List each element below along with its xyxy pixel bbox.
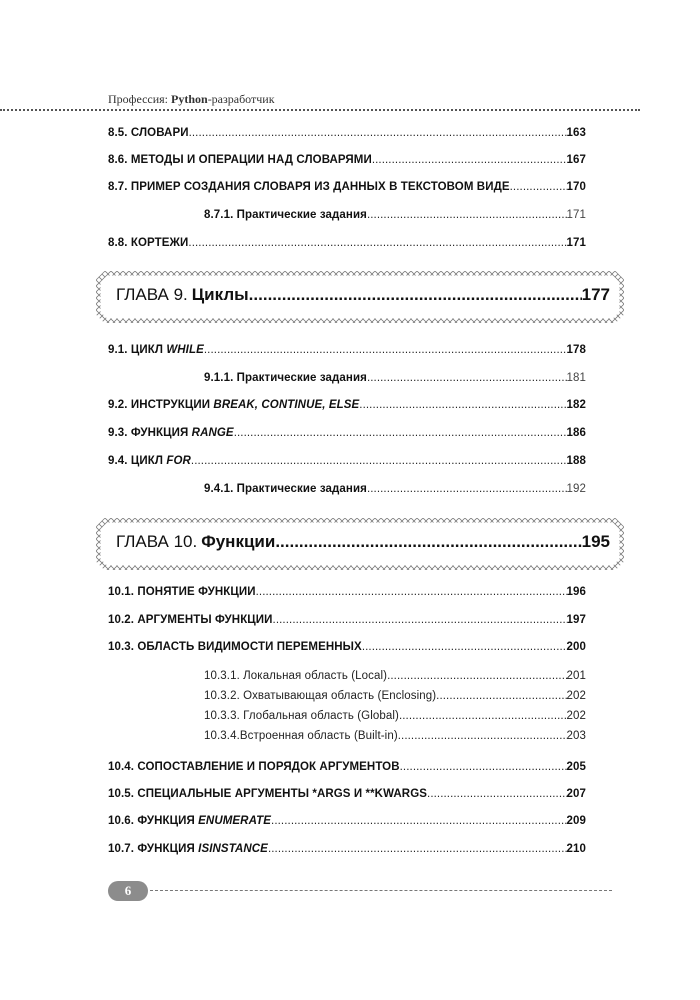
title-italic: RANGE xyxy=(191,427,234,439)
toc-entry-title: 10.3. ОБЛАСТЬ ВИДИМОСТИ ПЕРЕМЕННЫХ xyxy=(108,641,362,653)
toc-entry-title: 10.3.3. Глобальная область (Global) xyxy=(204,710,399,722)
toc-entry-title: 10.3.2. Охватывающая область (Enclosing) xyxy=(204,690,437,702)
leader-dots xyxy=(271,815,566,827)
toc-subentry[interactable] xyxy=(204,209,586,221)
toc-entry-page: 182 xyxy=(566,399,586,411)
leader-dots xyxy=(189,127,567,139)
leader-dots xyxy=(359,399,566,411)
toc-entry[interactable] xyxy=(108,127,586,139)
header-rule xyxy=(0,109,640,111)
toc-entry[interactable] xyxy=(108,344,586,356)
toc-entry-page: 203 xyxy=(566,730,586,742)
title-italic: WHILE xyxy=(166,344,204,356)
header-bold: Python xyxy=(171,92,208,106)
leader-dots xyxy=(427,788,566,800)
leader-dots xyxy=(387,670,566,682)
toc-entry[interactable] xyxy=(108,761,586,773)
toc-entry[interactable] xyxy=(108,154,586,166)
toc-entry-title: 10.5. СПЕЦИАЛЬНЫЕ АРГУМЕНТЫ *ARGS И **KWARGS xyxy=(108,788,428,800)
page-number-badge: 6 xyxy=(108,881,148,901)
running-header xyxy=(108,92,275,107)
toc-entry-title xyxy=(108,843,268,855)
title-italic: FOR xyxy=(166,455,191,467)
toc-entry[interactable] xyxy=(108,586,586,598)
chapter-name: Функции xyxy=(201,532,276,551)
chapter-name: Циклы xyxy=(191,285,249,304)
chapter-9-heading[interactable] xyxy=(96,271,624,323)
title-text: 9.2. ИНСТРУКЦИИ xyxy=(108,399,214,411)
toc-entry-page: 210 xyxy=(566,843,586,855)
toc-entry-page: 167 xyxy=(566,154,586,166)
toc-entry-title: 8.5. СЛОВАРИ xyxy=(108,127,189,139)
toc-entry-page: 201 xyxy=(566,670,586,682)
leader-dots xyxy=(367,483,567,495)
toc-entry[interactable] xyxy=(108,427,586,439)
toc-entry-title: 10.2. АРГУМЕНТЫ ФУНКЦИИ xyxy=(108,614,273,626)
leader-dots xyxy=(398,730,567,742)
header-prefix: Профессия: xyxy=(108,92,171,106)
chapter-page: 177 xyxy=(581,285,610,304)
toc-entry-title xyxy=(108,427,234,439)
chapter-label: ГЛАВА 10. xyxy=(116,532,198,551)
leader-dots xyxy=(275,532,581,552)
toc-entry[interactable] xyxy=(108,788,586,800)
toc-entry-title: 10.4. СОПОСТАВЛЕНИЕ И ПОРЯДОК АРГУМЕНТОВ xyxy=(108,761,400,773)
leader-dots xyxy=(436,690,566,702)
leader-dots xyxy=(367,209,567,221)
toc-subentry[interactable] xyxy=(204,483,586,495)
toc-entry-title xyxy=(108,399,359,411)
toc-entry-title: 8.7. ПРИМЕР СОЗДАНИЯ СЛОВАРЯ ИЗ ДАННЫХ В ТЕКСТОВОМ ВИДЕ xyxy=(108,181,510,193)
toc-entry[interactable] xyxy=(108,614,586,626)
toc-entry-page: 188 xyxy=(566,455,586,467)
toc-entry-page: 178 xyxy=(566,344,586,356)
title-text: 9.1. ЦИКЛ xyxy=(108,344,167,356)
title-text: 9.3. ФУНКЦИЯ xyxy=(108,427,192,439)
toc-entry-page: 202 xyxy=(566,710,586,722)
toc-entry-page: 200 xyxy=(566,641,586,653)
chapter-10-heading[interactable] xyxy=(96,518,624,570)
toc-entry-page: 171 xyxy=(566,237,586,249)
toc-subentry[interactable] xyxy=(204,690,586,702)
toc-entry-title: 10.3.1. Локальная область (Local) xyxy=(204,670,388,682)
toc-entry-page: 196 xyxy=(566,586,586,598)
toc-entry-page: 197 xyxy=(566,614,586,626)
toc-entry-title: 10.1. ПОНЯТИЕ ФУНКЦИИ xyxy=(108,586,256,598)
toc-entry-title: 8.8. КОРТЕЖИ xyxy=(108,237,189,249)
toc-entry-title xyxy=(108,344,204,356)
leader-dots xyxy=(399,710,567,722)
toc-entry-page: 207 xyxy=(566,788,586,800)
toc-entry-title: 10.3.4.Встроенная область (Built-in) xyxy=(204,730,398,742)
leader-dots xyxy=(191,455,567,467)
leader-dots xyxy=(372,154,567,166)
toc-entry[interactable] xyxy=(108,815,586,827)
title-italic: ENUMERATE xyxy=(198,815,272,827)
toc-entry-title: 8.7.1. Практические задания xyxy=(204,209,367,221)
title-text: 9.4. ЦИКЛ xyxy=(108,455,167,467)
leader-dots xyxy=(204,344,567,356)
leader-dots xyxy=(367,372,567,384)
toc-subentry[interactable] xyxy=(204,710,586,722)
footer-rule xyxy=(150,890,612,891)
toc-entry-title: 9.4.1. Практические задания xyxy=(204,483,367,495)
toc-entry[interactable] xyxy=(108,181,586,193)
leader-dots xyxy=(249,285,582,305)
toc-entry[interactable] xyxy=(108,641,586,653)
toc-entry-page: 209 xyxy=(566,815,586,827)
leader-dots xyxy=(273,614,567,626)
title-italic: BREAK, CONTINUE, ELSE xyxy=(213,399,360,411)
toc-entry[interactable] xyxy=(108,237,586,249)
chapter-label: ГЛАВА 9. xyxy=(116,285,188,304)
leader-dots xyxy=(510,181,567,193)
toc-subentry[interactable] xyxy=(204,730,586,742)
leader-dots xyxy=(400,761,567,773)
header-suffix: -разработчик xyxy=(207,92,275,106)
toc-entry-title: 8.6. МЕТОДЫ И ОПЕРАЦИИ НАД СЛОВАРЯМИ xyxy=(108,154,372,166)
leader-dots xyxy=(234,427,567,439)
toc-entry-page: 186 xyxy=(566,427,586,439)
leader-dots xyxy=(268,843,567,855)
leader-dots xyxy=(362,641,567,653)
toc-entry-page: 163 xyxy=(566,127,586,139)
toc-entry-page: 205 xyxy=(566,761,586,773)
toc-entry-title: 9.1.1. Практические задания xyxy=(204,372,367,384)
title-text: 10.6. ФУНКЦИЯ xyxy=(108,815,199,827)
toc-entry-page: 170 xyxy=(566,181,586,193)
leader-dots xyxy=(256,586,567,598)
toc-entry[interactable] xyxy=(108,843,586,855)
toc-entry-page: 202 xyxy=(566,690,586,702)
toc-subentry[interactable] xyxy=(204,372,586,384)
toc-entry[interactable] xyxy=(108,455,586,467)
leader-dots xyxy=(188,237,566,249)
chapter-page: 195 xyxy=(581,532,610,551)
toc-entry-title xyxy=(108,815,271,827)
title-text: 10.7. ФУНКЦИЯ xyxy=(108,843,199,855)
title-italic: ISINSTANCE xyxy=(198,843,268,855)
toc-entry[interactable] xyxy=(108,399,586,411)
toc-entry-page: 192 xyxy=(566,483,586,495)
toc-subentry[interactable] xyxy=(204,670,586,682)
toc-entry-page: 171 xyxy=(566,209,586,221)
toc-entry-title xyxy=(108,455,191,467)
toc-entry-page: 181 xyxy=(566,372,586,384)
